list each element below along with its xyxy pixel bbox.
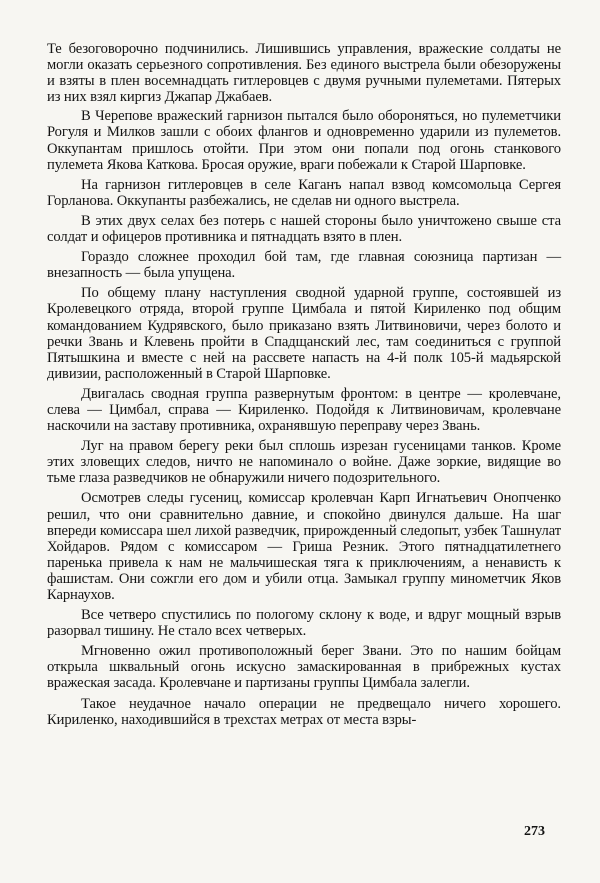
paragraph-6: По общему плану наступления сводной ударной группе, состоявшей из Кролевецкого отряда, второй группе Цимбала и пятой Кириленко под общим командованием Кудрявского, было приказано взять Литвиновичи, через болото и речки Звань и Клевень пройти в Спадщанский лес, там соединиться с группой Пятышкина и вместе с ней на рассвете напасть на 4-й полк 105-й мадьярской дивизии, расположенный в Старой Шарповке. bbox=[47, 285, 561, 382]
paragraph-11: Мгновенно ожил противоположный берег Звани. Это по нашим бойцам открыла шквальный огонь искусно замаскированная в прибрежных кустах вражеская засада. Кролевчане и партизаны группы Цимбала залегли. bbox=[47, 643, 561, 692]
paragraph-3: На гарнизон гитлеровцев в селе Каганъ напал взвод комсомольца Сергея Горланова. Оккупанты разбежались, не сделав ни одного выстрела. bbox=[47, 176, 561, 209]
paragraph-1: Те безоговорочно подчинились. Лишившись управления, вражеские солдаты не могли оказать серьезного сопротивления. Без единого выстрела были обезоружены и взяты в плен восемнадцать гитлеровцев с двумя ручными пулеметами. Пятерых из них взял киргиз Джапар Джабаев. bbox=[47, 41, 561, 106]
paragraph-7: Двигалась сводная группа развернутым фронтом: в центре — кролевчане, слева — Цимбал, справа — Кириленко. Подойдя к Литвиновичам, кролевчане наскочили на заставу противника, охранявшую переправу через Звань. bbox=[47, 385, 561, 435]
paragraph-2: В Черепове вражеский гарнизон пытался было обороняться, но пулеметчики Рогуля и Милков зашли с обоих флангов и одновременно ударили из пулеметов. Оккупантам пришлось отойти. При этом они попали под огонь станкового пулемета Якова Каткова. Бросая оружие, враги побежали к Старой Шарповке. bbox=[47, 108, 561, 173]
paragraph-5: Гораздо сложнее проходил бой там, где главная союзница партизан — внезапность — была упущена. bbox=[47, 249, 561, 282]
page-number: 273 bbox=[524, 824, 545, 839]
paragraph-8: Луг на правом берегу реки был сплошь изрезан гусеницами танков. Кроме этих зловещих следов, ничто не напоминало о войне. Даже зоркие, видящие во тьме глаза разведчиков не обнаружили ничего подозрительного. bbox=[47, 438, 561, 487]
page-body bbox=[47, 41, 561, 732]
paragraph-9: Осмотрев следы гусениц, комиссар кролевчан Карп Игнатьевич Онопченко решил, что они сравнительно давние, и спокойно двинулся дальше. На шаг впереди комиссара шел лихой разведчик, прирожденный следопыт, узбек Ташнулат Хойдаров. Рядом с комиссаром — Гриша Резник. Этого пятнадцатилетнего паренька привела к нам не мальчишеская тяга к приключениям, а ненависть к фашистам. Они сожгли его дом и убили отца. Замыкал группу минометчик Яков Карнаухов. bbox=[47, 490, 561, 603]
paragraph-10: Все четверо спустились по пологому склону к воде, и вдруг мощный взрыв разорвал тишину. Не стало всех четверых. bbox=[47, 607, 561, 640]
paragraph-4: В этих двух селах без потерь с нашей стороны было уничтожено свыше ста солдат и офицеров противника и пятнадцать взято в плен. bbox=[47, 212, 561, 246]
paragraph-12: Такое неудачное начало операции не предвещало ничего хорошего. Кириленко, находившийся в трехстах метрах от места взры- bbox=[47, 695, 561, 728]
